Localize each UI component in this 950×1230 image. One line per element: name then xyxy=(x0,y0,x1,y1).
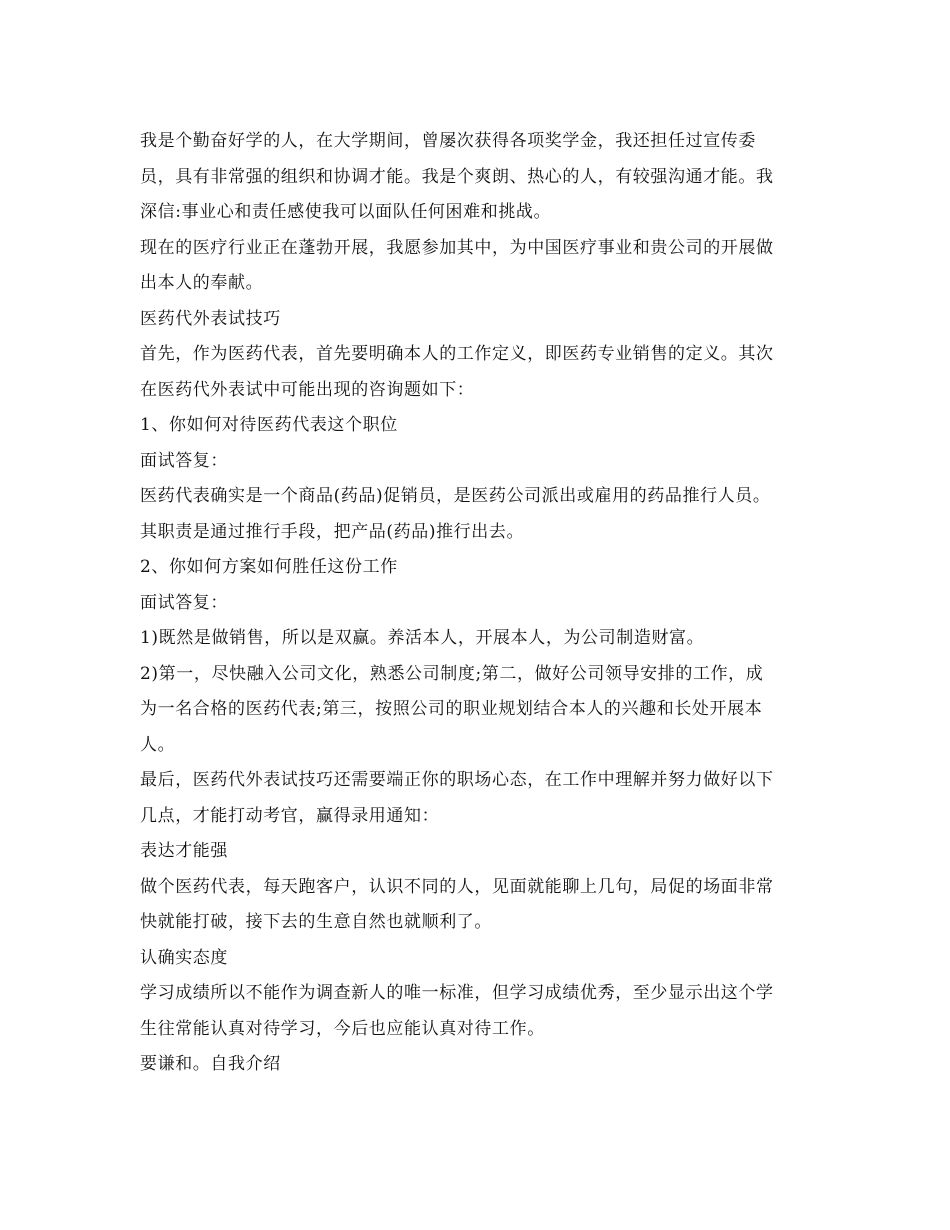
question-heading: 2、你如何方案如何胜任这份工作 xyxy=(140,557,398,577)
document-body xyxy=(140,124,816,1083)
text-line: 首先，作为医药代表，首先要明确本人的工作定义，即医药专业销售的定义。其次 xyxy=(140,344,774,364)
section-heading: 医药代外表试技巧 xyxy=(140,308,281,329)
text-line: 快就能打破，接下去的生意自然也就顺利了。 xyxy=(140,912,492,932)
answer-label: 面试答复： xyxy=(140,592,228,613)
text-line: 做个医药代表，每天跑客户，认识不同的人，见面就能聊上几句，局促的场面非常 xyxy=(140,876,774,897)
text-line: 最后，医药代外表试技巧还需要端正你的职场心态，在工作中理解并努力做好以下 xyxy=(140,770,774,790)
subsection-heading: 认确实态度 xyxy=(140,947,228,968)
text-line: 几点，才能打动考官，赢得录用通知： xyxy=(140,805,440,826)
text-line: 为一名合格的医药代表;第三，按照公司的职业规划结合本人的兴趣和长处开展本 xyxy=(140,699,763,719)
text-line: 人。 xyxy=(140,734,176,755)
text-line: 我是个勤奋好学的人，在大学期间，曾屡次获得各项奖学金，我还担任过宣传委 xyxy=(140,131,756,151)
question-heading: 1、你如何对待医药代表这个职位 xyxy=(140,415,398,435)
text-line: 员，具有非常强的组织和协调才能。我是个爽朗、热心的人，有较强沟通才能。我 xyxy=(140,166,774,187)
text-line: 2)第一，尽快融入公司文化，熟悉公司制度;第二，做好公司领导安排的工作，成 xyxy=(140,663,764,684)
text-line: 医药代表确实是一个商品(药品)促销员，是医药公司派出或雇用的药品推行人员。 xyxy=(140,486,771,506)
subsection-heading: 表达才能强 xyxy=(140,841,228,861)
text-line: 现在的医疗行业正在蓬勃开展，我愿参加其中，为中国医疗事业和贵公司的开展做 xyxy=(140,237,774,258)
text-line: 其职责是通过推行手段，把产品(药品)推行出去。 xyxy=(140,521,525,542)
subsection-heading: 要谦和。自我介绍 xyxy=(140,1054,281,1074)
text-line: 深信:事业心和责任感使我可以面队任何困难和挑战。 xyxy=(140,202,552,222)
answer-label: 面试答复： xyxy=(140,450,228,471)
text-line: 在医药代外表试中可能出现的咨询题如下： xyxy=(140,379,475,400)
text-line: 1)既然是做销售，所以是双赢。养活本人，开展本人，为公司制造财富。 xyxy=(140,628,705,648)
text-line: 生往常能认真对待学习，今后也应能认真对待工作。 xyxy=(140,1018,545,1039)
text-line: 学习成绩所以不能作为调查新人的唯一标准，但学习成绩优秀，至少显示出这个学 xyxy=(140,983,774,1003)
text-line: 出本人的奉献。 xyxy=(140,273,264,293)
